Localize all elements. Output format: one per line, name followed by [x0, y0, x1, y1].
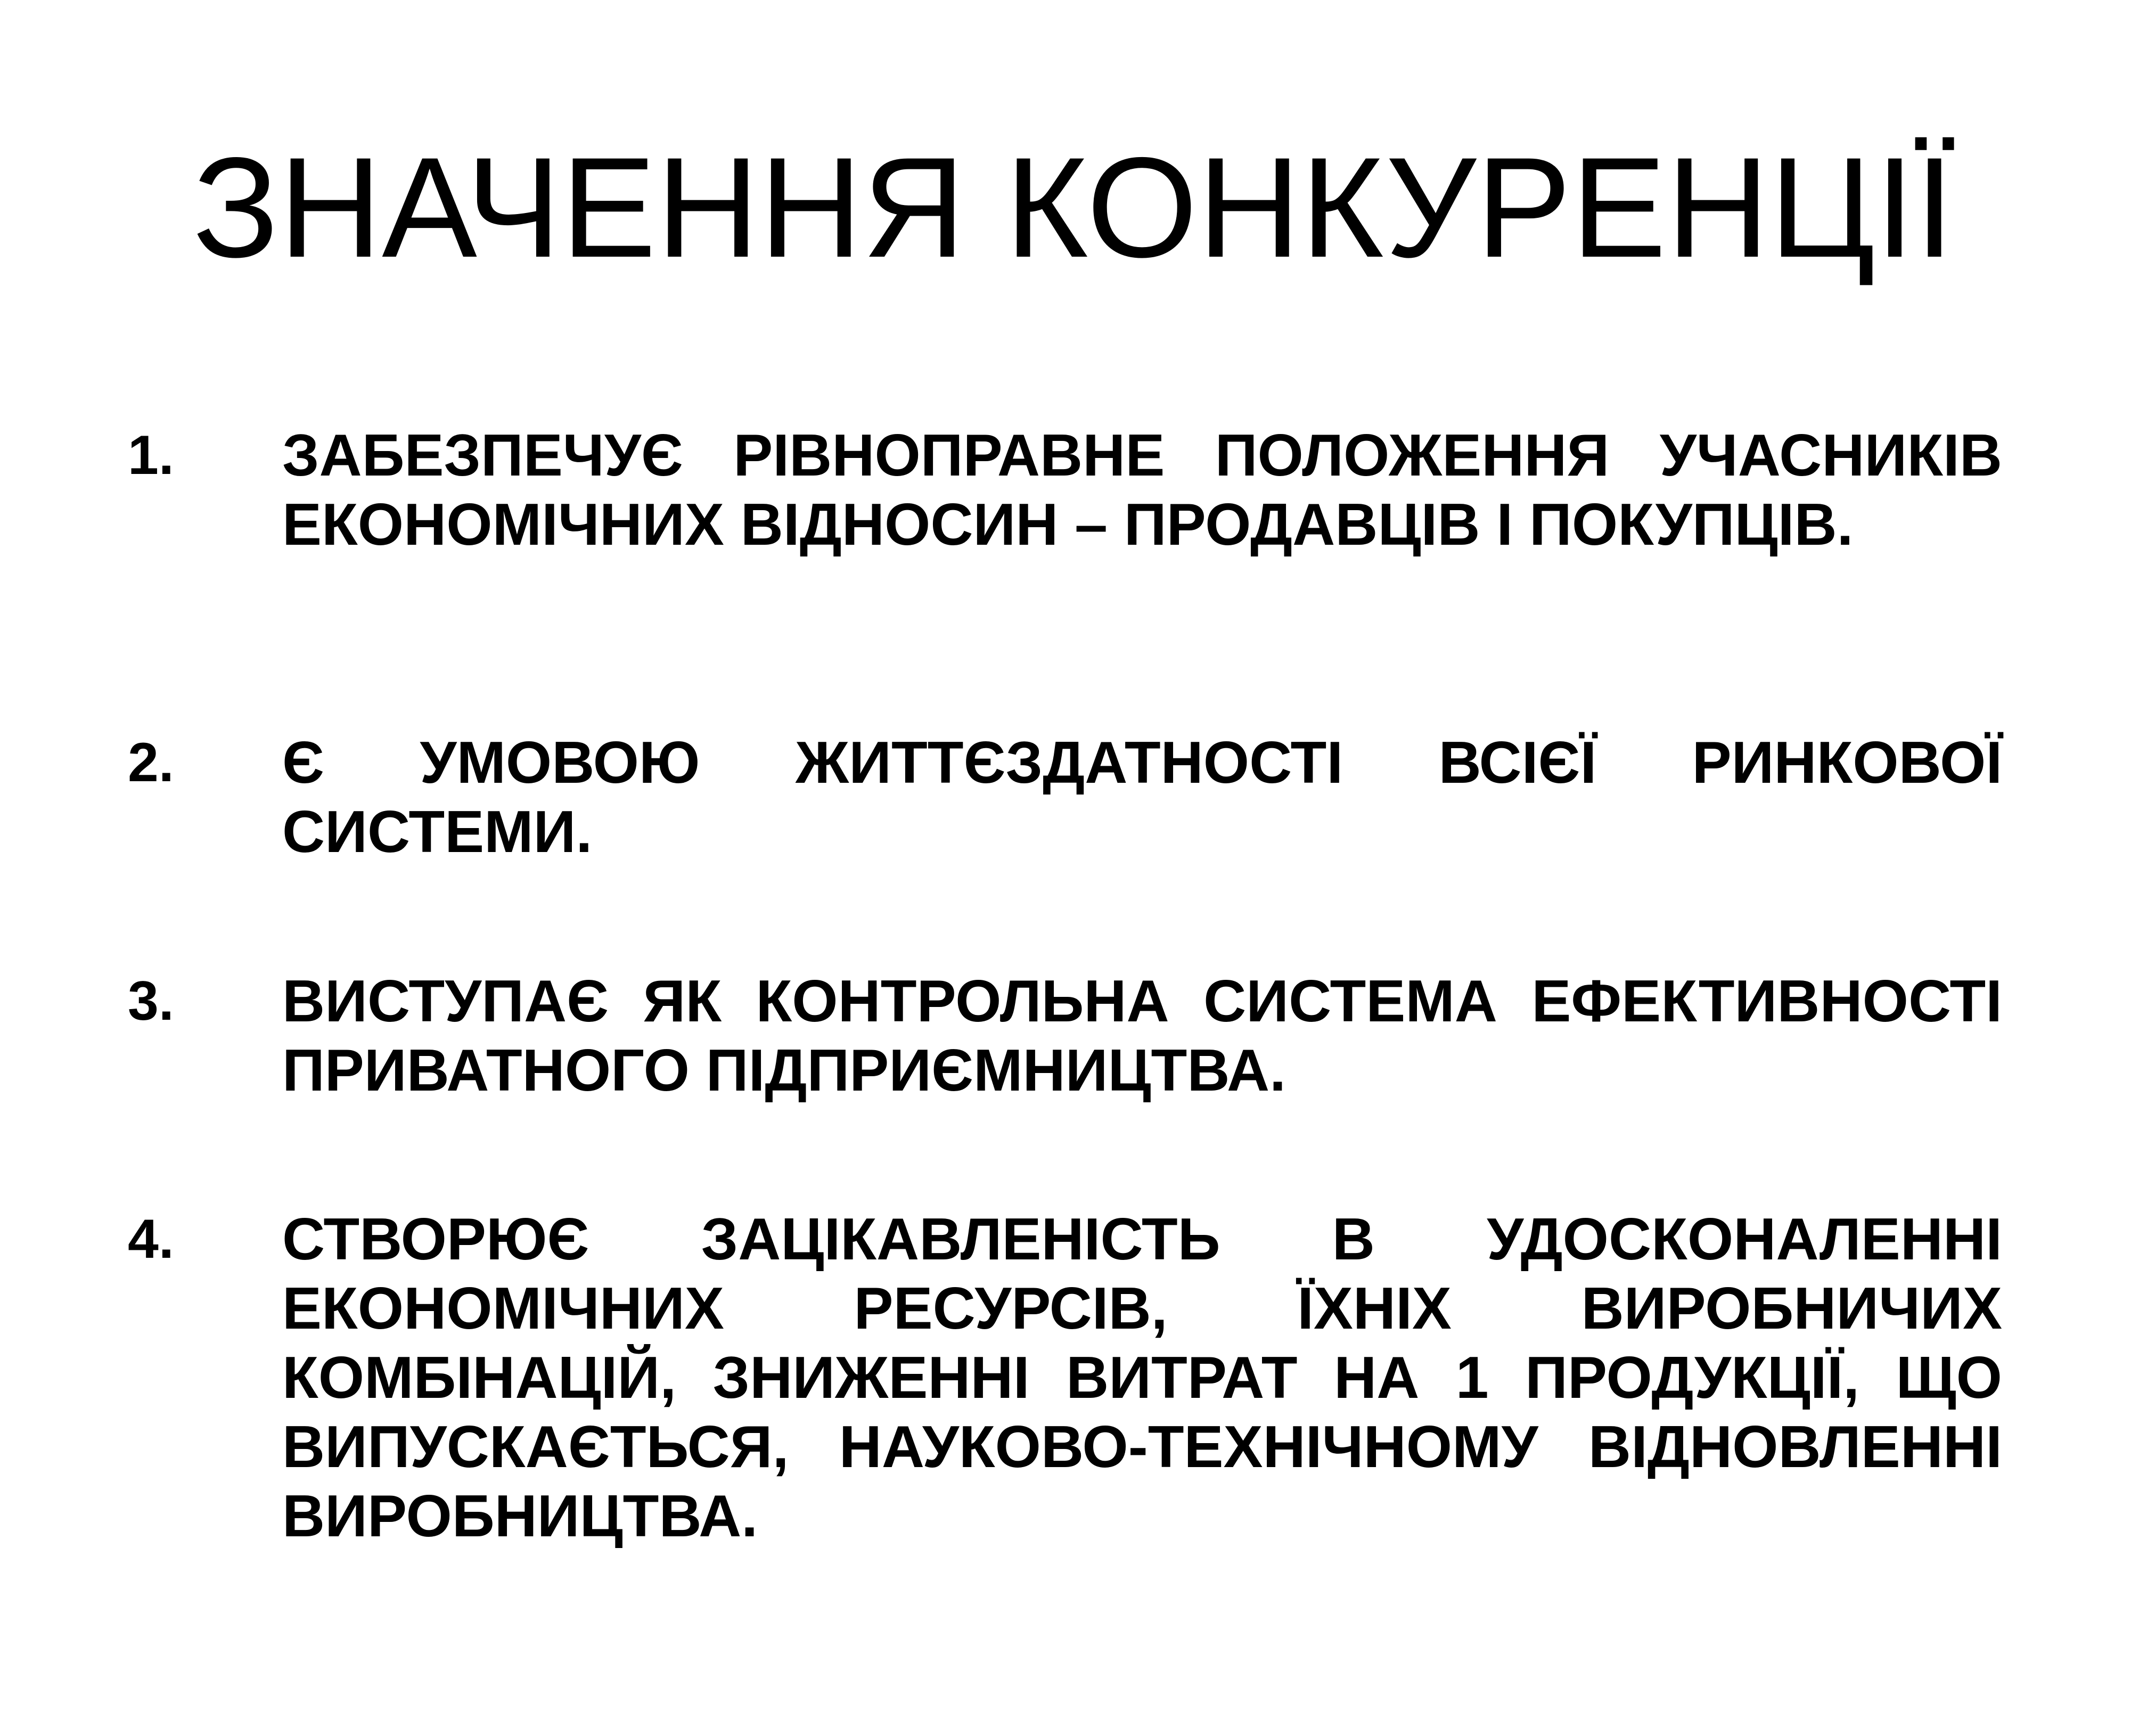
list-item-text: ВИСТУПАЄ ЯК КОНТРОЛЬНА СИСТЕМА ЕФЕКТИВНОСТІ ПРИВАТНОГО ПІДПРИЄМНИЦТВА.	[282, 968, 2002, 1103]
list-item-number: 2.	[128, 732, 174, 793]
list-item-number: 3.	[128, 970, 174, 1032]
list-item-number: 1.	[128, 424, 174, 486]
list-item-text: СТВОРЮЄ ЗАЦІКАВЛЕНІСТЬ В УДОСКОНАЛЕННІ ЕКОНОМІЧНИХ РЕСУРСІВ, ЇХНІХ ВИРОБНИЧИХ КОМБІНАЦІЙ, ЗНИЖЕННІ ВИТРАТ НА 1 ПРОДУКЦІЇ, ЩО ВИПУСКАЄТЬСЯ, НАУКОВО-ТЕХНІЧНОМУ ВІДНОВЛЕННІ ВИРОБНИЦТВА.	[282, 1206, 2002, 1549]
list-item-text: Є УМОВОЮ ЖИТТЄЗДАТНОСТІ ВСІЄЇ РИНКОВОЇ СИСТЕМИ.	[282, 730, 2002, 865]
list-item-text: ЗАБЕЗПЕЧУЄ РІВНОПРАВНЕ ПОЛОЖЕННЯ УЧАСНИКІВ ЕКОНОМІЧНИХ ВІДНОСИН – ПРОДАВЦІВ І ПОКУПЦІВ.	[282, 422, 2002, 558]
list-item-number: 4.	[128, 1208, 174, 1270]
slide-title: ЗНАЧЕННЯ КОНКУРЕНЦІЇ	[192, 127, 1955, 287]
